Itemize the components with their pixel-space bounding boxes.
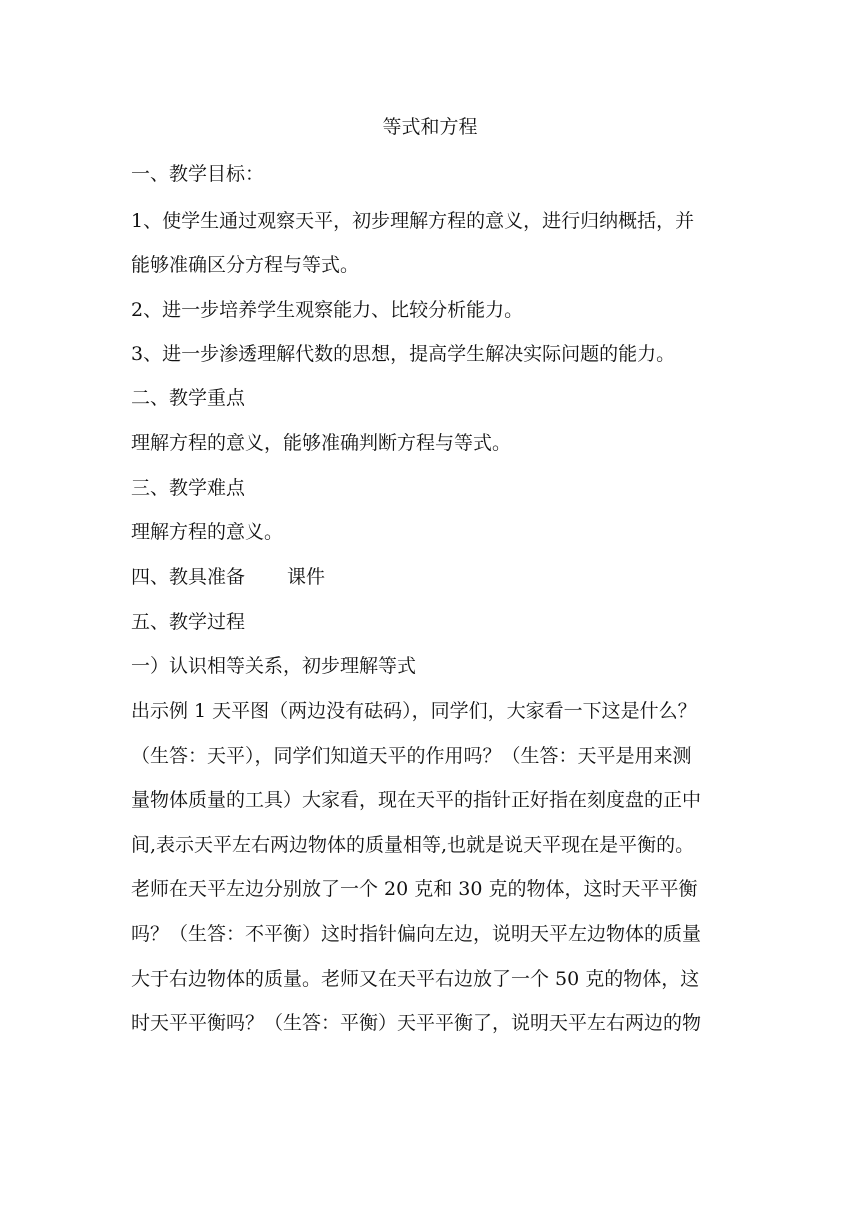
subsection-heading: 一）认识相等关系，初步理解等式 (131, 655, 417, 677)
paragraph-line: 大于右边物体的质量。老师又在天平右边放了一个 50 克的物体，这 (131, 968, 700, 990)
document-title: 等式和方程 (382, 116, 478, 138)
paragraph-line: 2、进一步培养学生观察能力、比较分析能力。 (131, 299, 524, 321)
paragraph-line: 量物体质量的工具）大家看，现在天平的指针正好指在刻度盘的正中 (131, 789, 702, 811)
paragraph-line: 老师在天平左边分别放了一个 20 克和 30 克的物体，这时天平平衡 (131, 878, 698, 900)
paragraph-line: 出示例 1 天平图（两边没有砝码），同学们，大家看一下这是什么？ (131, 700, 697, 722)
paragraph-line: 时天平平衡吗？（生答：平衡）天平平衡了，说明天平左右两边的物 (131, 1012, 702, 1034)
paragraph-line: 3、进一步渗透理解代数的思想，提高学生解决实际问题的能力。 (131, 343, 676, 365)
paragraph-line: （生答：天平），同学们知道天平的作用吗？（生答：天平是用来测 (131, 745, 692, 767)
paragraph-line: 理解方程的意义。 (131, 521, 284, 543)
section-heading-teaching-aids (131, 563, 741, 591)
paragraph-line: 理解方程的意义，能够准确判断方程与等式。 (131, 432, 512, 454)
teaching-aids-label: 四、教具准备 (131, 566, 246, 588)
paragraph-line: 吗？（生答：不平衡）这时指针偏向左边，说明天平左边物体的质量 (131, 923, 702, 945)
paragraph-line: 能够准确区分方程与等式。 (131, 254, 360, 276)
section-heading-difficulties: 三、教学难点 (131, 477, 246, 499)
paragraph-line: 间,表示天平左右两边物体的质量相等,也就是说天平现在是平衡的。 (131, 834, 695, 856)
section-heading-key-points: 二、教学重点 (131, 387, 246, 409)
section-heading-process: 五、教学过程 (131, 611, 246, 633)
section-heading-objectives: 一、教学目标： (131, 163, 265, 185)
paragraph-line: 1、使学生通过观察天平，初步理解方程的意义，进行归纳概括，并 (131, 210, 695, 232)
teaching-aids-value: 课件 (287, 566, 326, 588)
